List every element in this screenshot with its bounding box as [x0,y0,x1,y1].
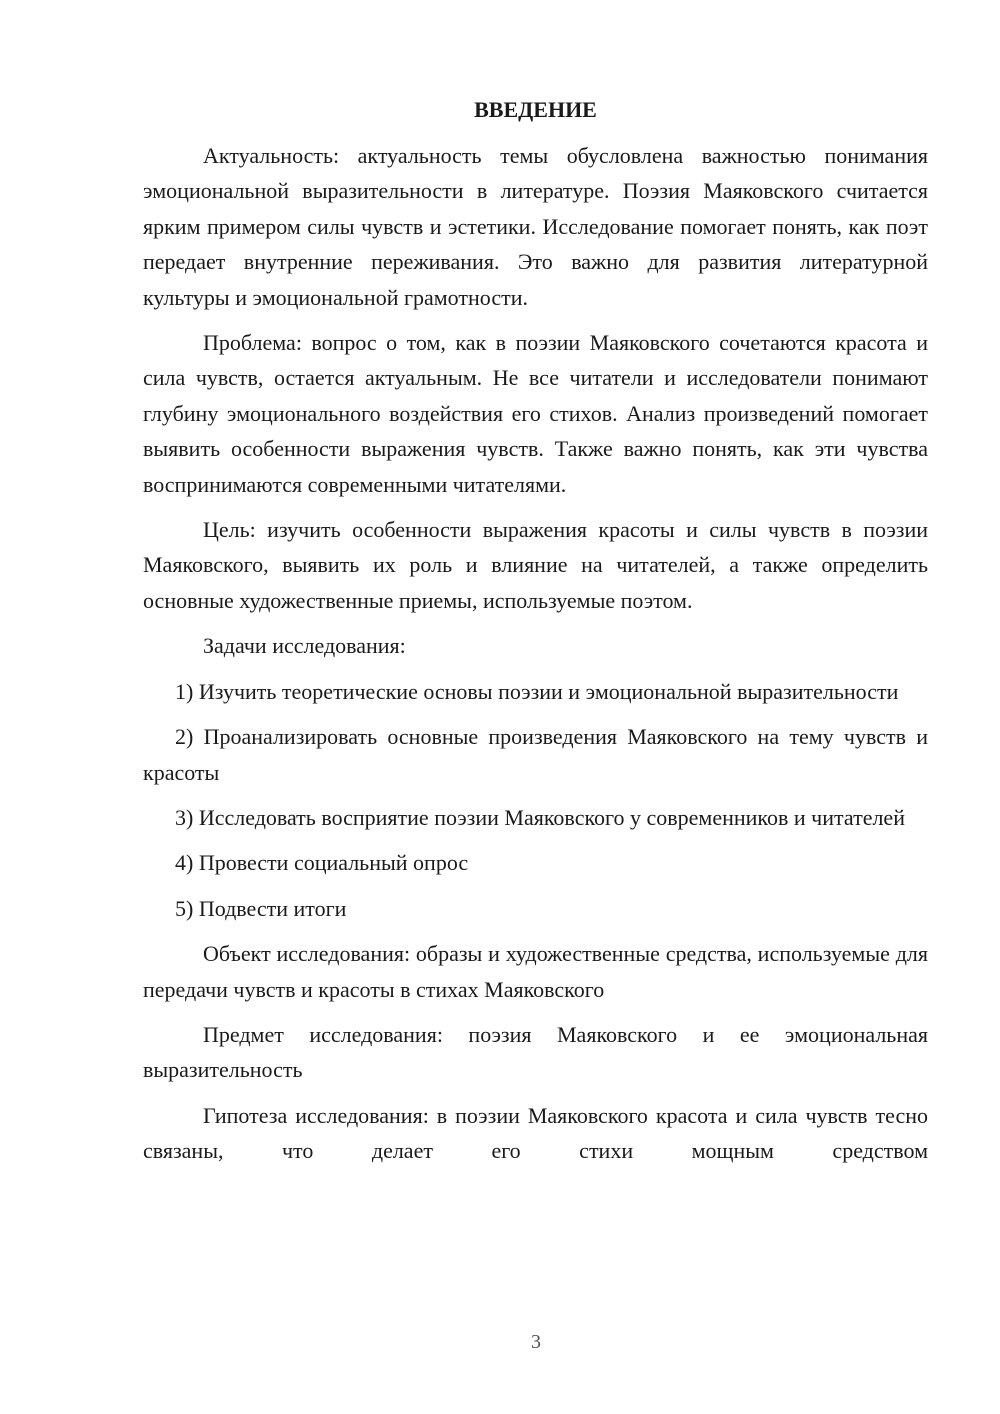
relevance-paragraph: Актуальность: актуальность темы обусловлена важностью понимания эмоциональной выразительности в литературе. Поэзия Маяковского считается ярким примером силы чувств и эстетики. Исследование помогает понять, как поэт передает внутренние переживания. Это важно для развития литературной культуры и эмоциональной грамотности. [143,143,928,310]
subject-paragraph: Предмет исследования: поэзия Маяковского и ее эмоциональная выразительность [143,1021,928,1083]
page-number: 3 [531,1331,541,1353]
goal-paragraph: Цель: изучить особенности выражения красоты и силы чувств в поэзии Маяковского, выявить их роль и влияние на читателей, а также определить основные художественные приемы, используемые поэтом. [143,517,928,613]
object-paragraph: Объект исследования: образы и художественные средства, используемые для передачи чувств и красоты в стихах Маяковского [143,941,928,1002]
task-item-3: 3) Исследовать восприятие поэзии Маяковского у современников и читателей [175,804,905,830]
hypothesis-paragraph: Гипотеза исследования: в поэзии Маяковского красота и сила чувств тесно связаны, что делает его стихи мощным средством [143,1102,928,1164]
task-item-2: 2) Проанализировать основные произведения Маяковского на тему чувств и красоты [143,724,928,785]
tasks-heading: Задачи исследования: [203,633,406,659]
task-item-5: 5) Подвести итоги [175,895,347,921]
task-item-1: 1) Изучить теоретические основы поэзии и эмоциональной выразительности [175,678,899,704]
section-title: ВВЕДЕНИЕ [474,97,597,122]
task-item-4: 4) Провести социальный опрос [175,850,469,876]
problem-paragraph: Проблема: вопрос о том, как в поэзии Маяковского сочетаются красота и сила чувств, остается актуальным. Не все читатели и исследователи понимают глубину эмоционального воздействия его стихов. Анализ произведений помогает выявить особенности выражения чувств. Также важно понять, как эти чувства воспринимаются современными читателями. [143,330,928,497]
page-content [143,92,928,1179]
